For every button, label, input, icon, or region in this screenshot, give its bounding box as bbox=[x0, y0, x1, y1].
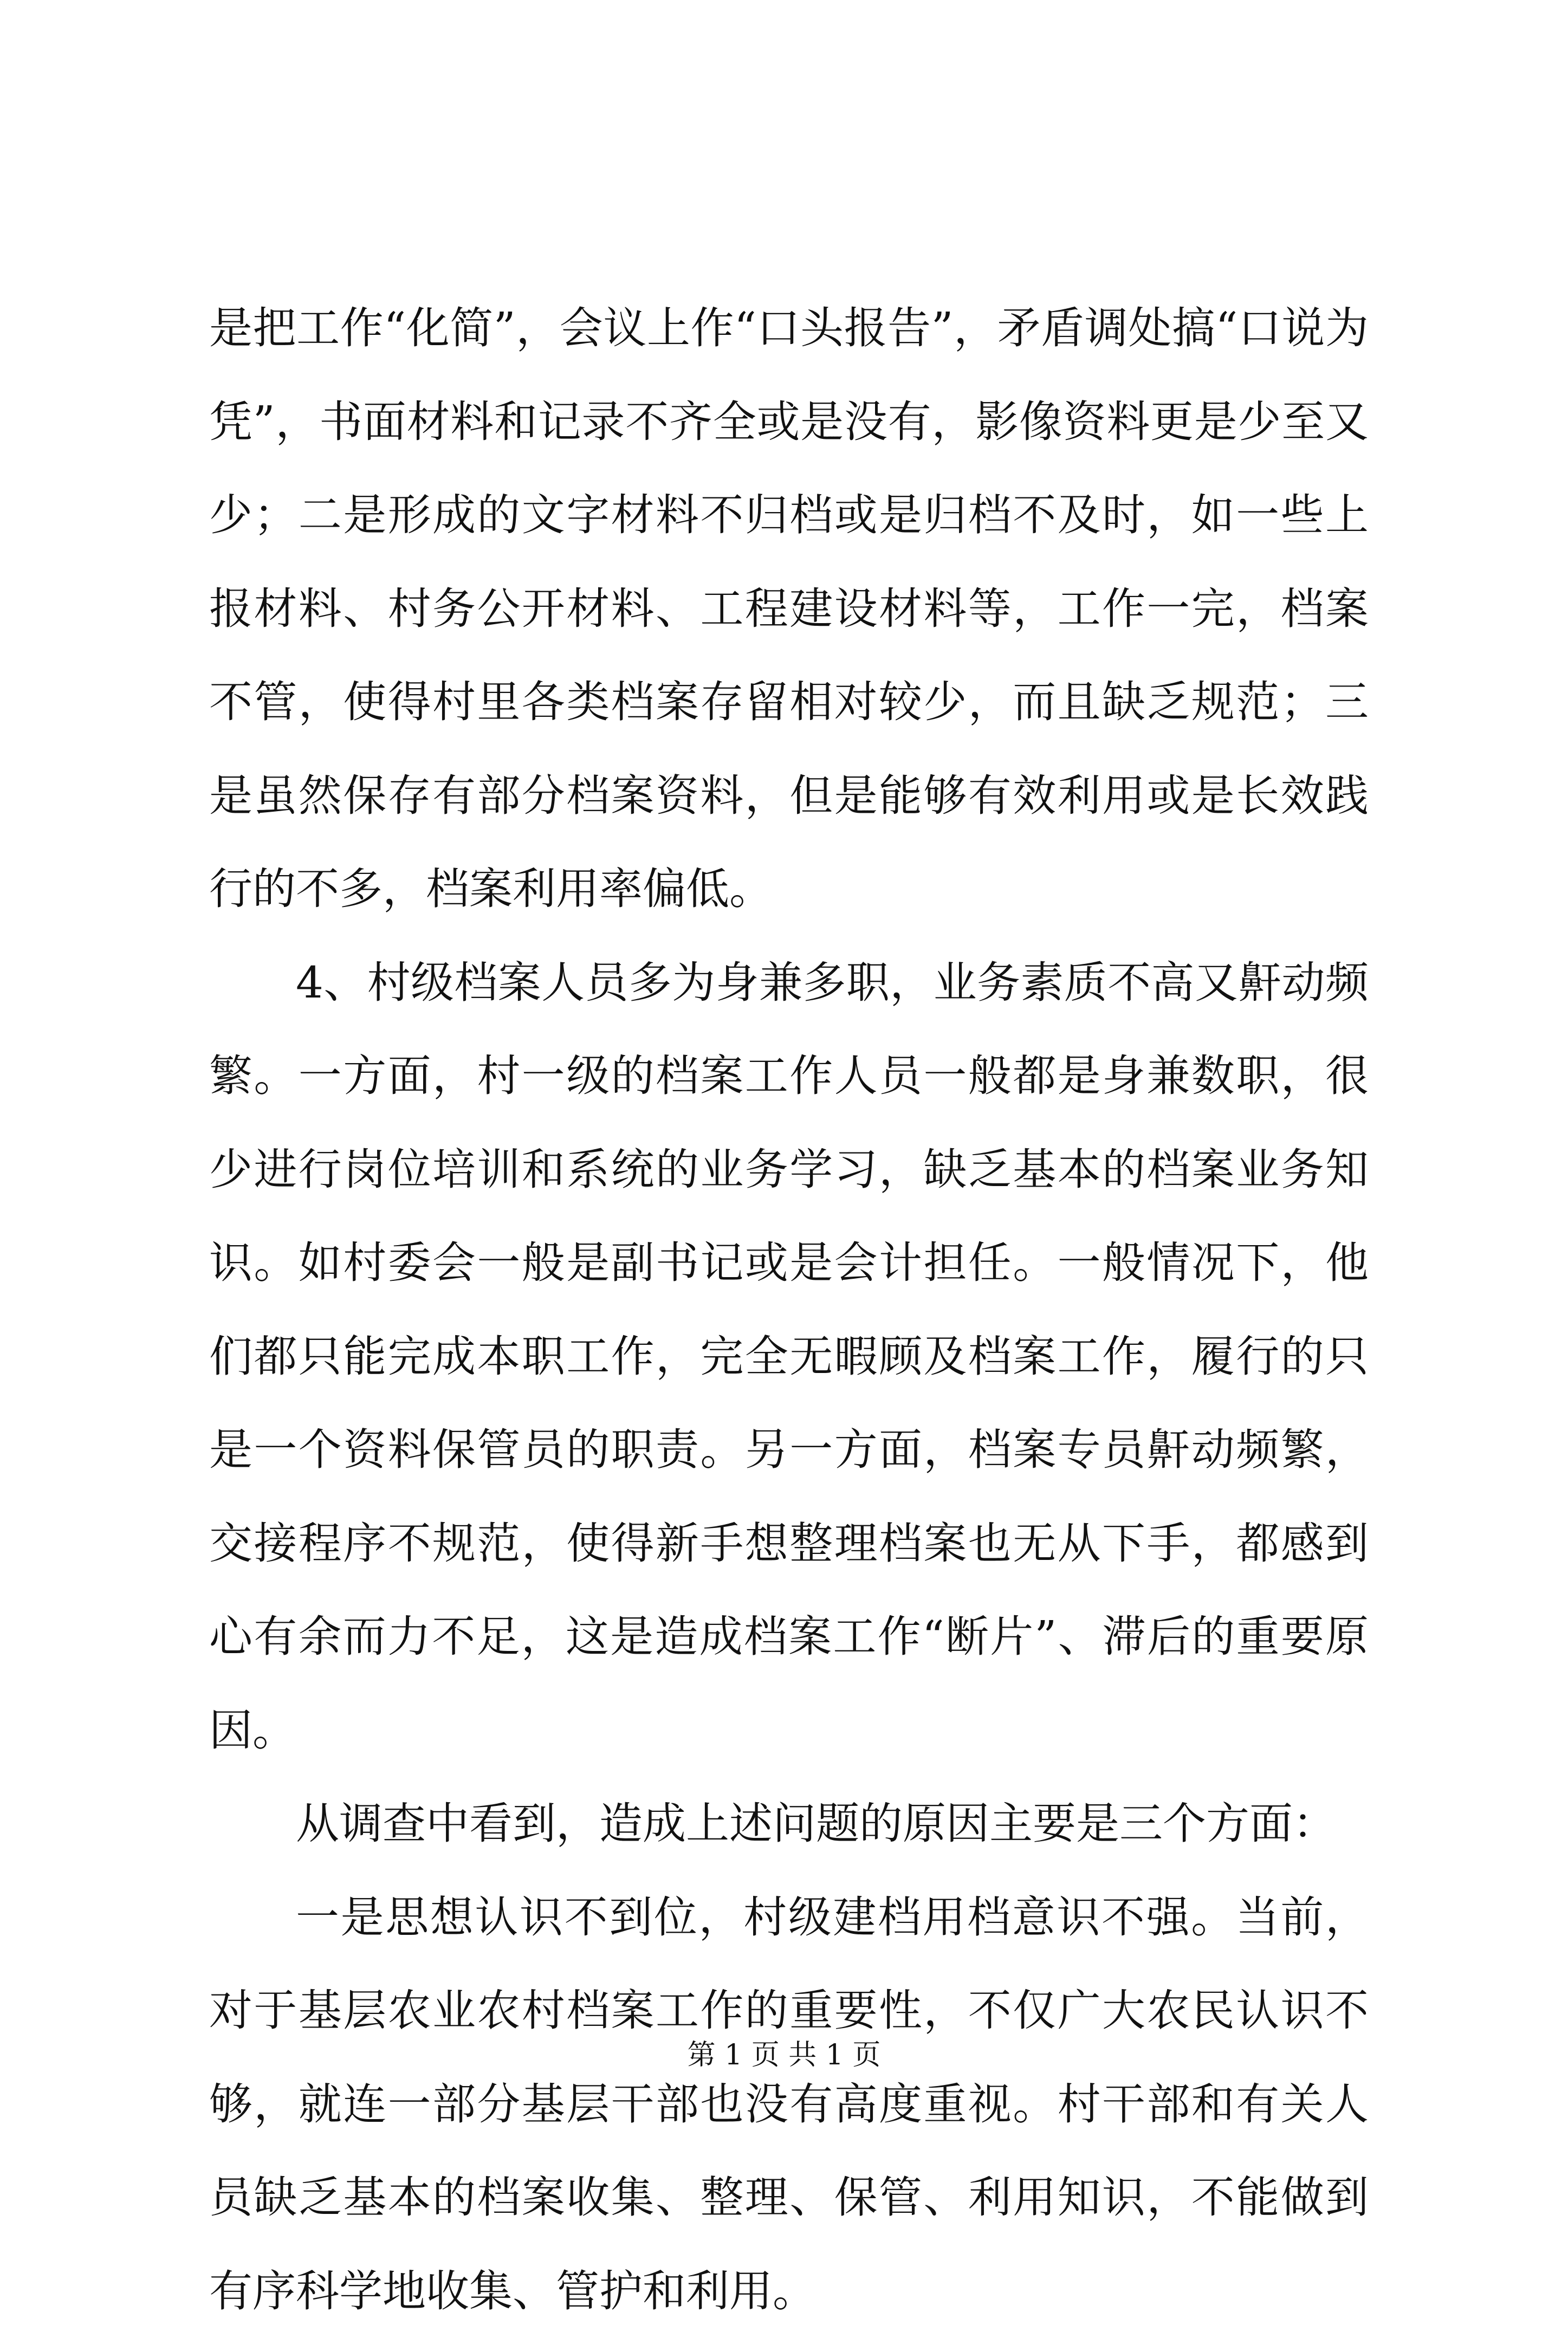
paragraph-3: 从调查中看到，造成上述问题的原因主要是三个方面： bbox=[209, 1777, 1369, 1871]
paragraph-4: 一是思想认识不到位，村级建档用档意识不强。当前，对于基层农业农村档案工作的重要性，不仅广大农民认识不够，就连一部分基层干部也没有高度重视。村干部和有关人员缺乏基本的档案收集、整理、保管、利用知识，不能做到有序科学地收集、管护和利用。 bbox=[209, 1871, 1369, 2338]
paragraph-1: 是把工作“化简”，会议上作“口头报告”，矛盾调处搞“口说为凭”，书面材料和记录不齐全或是没有，影像资料更是少至又少；二是形成的文字材料不归档或是归档不及时，如一些上报材料、村务公开材料、工程建设材料等，工作一完，档案不管，使得村里各类档案存留相对较少，而且缺乏规范；三是虽然保存有部分档案资料，但是能够有效利用或是长效践行的不多，档案利用率偏低。 bbox=[209, 282, 1369, 936]
paragraph-2: 4、村级档案人员多为身兼多职，业务素质不高又鼾动频繁。一方面，村一级的档案工作人员一般都是身兼数职，很少进行岗位培训和系统的业务学习，缺乏基本的档案业务知识。如村委会一般是副书记或是会计担任。一般情况下，他们都只能完成本职工作，完全无暇顾及档案工作，履行的只是一个资料保管员的职责。另一方面，档案专员鼾动频繁，交接程序不规范，使得新手想整理档案也无从下手，都感到心有余而力不足，这是造成档案工作“断片”、滞后的重要原因。 bbox=[209, 936, 1369, 1778]
document-body bbox=[209, 282, 1369, 2338]
page-footer: 第 1 页 共 1 页 bbox=[0, 2036, 1568, 2074]
